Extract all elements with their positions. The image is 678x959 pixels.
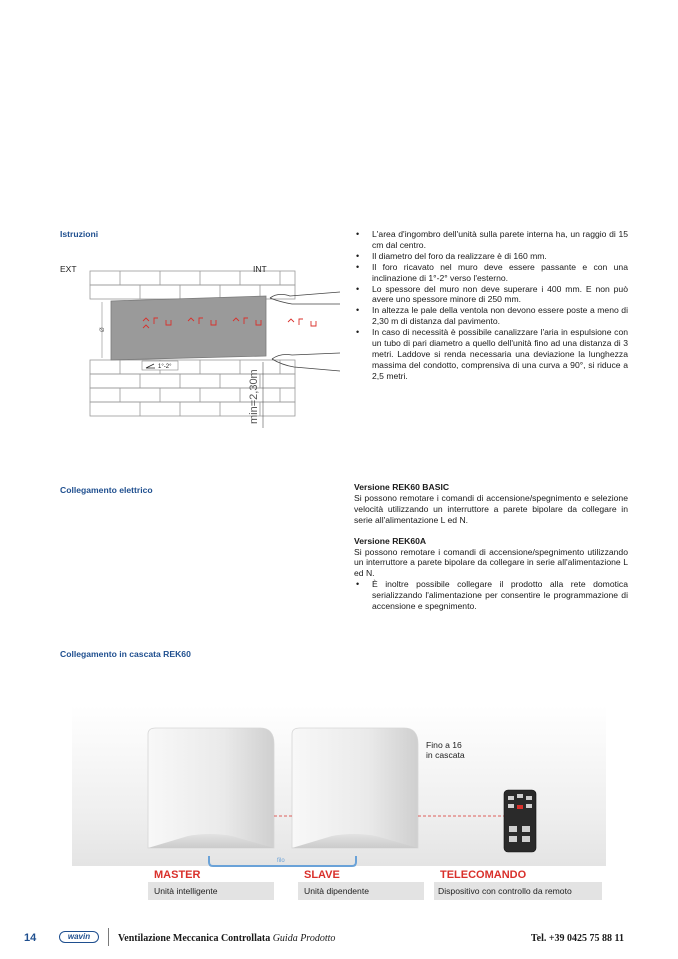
footer-subtitle: Guida Prodotto — [272, 933, 336, 944]
basic-version-title: Versione REK60 BASIC — [354, 482, 450, 492]
wall-installation-diagram — [58, 258, 343, 430]
instructions-list — [354, 229, 628, 382]
wire-label: filo — [277, 858, 285, 864]
instruction-item: • L'area d'ingombro dell'unità sulla parete interna ha, un raggio di 15 cm dal centro. — [354, 229, 628, 251]
a-version-text: Si possono remotare i comandi di accensione/spegnimento utilizzando un interruttore a parete bipolare da collegare in serie all'alimentazione L ed N. — [354, 546, 628, 579]
cascade-note-line1: Fino a 16 — [426, 740, 462, 750]
section-title-istruzioni: Istruzioni — [60, 229, 99, 239]
master-desc: Unità intelligente — [154, 886, 218, 896]
slave-unit — [292, 728, 418, 848]
remote-desc: Dispositivo con controllo da remoto — [438, 886, 572, 896]
instruction-item: • Il foro ricavato nel muro deve essere passante e con una inclinazione di 1°-2° verso l'esterno. — [354, 262, 628, 284]
electrical-section — [354, 482, 628, 612]
footer-title — [118, 933, 335, 944]
section-title-cascata: Collegamento in cascata REK60 — [60, 649, 191, 659]
instruction-item: • In altezza le pale della ventola non devono essere poste a meno di 2,30 m di distanza dal pavimento. — [354, 305, 628, 327]
wavin-logo: wavin — [59, 931, 99, 943]
page-footer — [0, 928, 678, 948]
master-title: MASTER — [154, 869, 201, 881]
a-version-bullet: • È inoltre possibile collegare il prodotto alla rete domotica serializzando l'alimentazione per consentire le programmazione di accensione e spegnimento. — [354, 579, 628, 612]
basic-version-text: Si possono remotare i comandi di accensione/spegnimento e selezione velocità utilizzando un interruttore a parete bipolare da collegare in serie all'alimentazione L ed N. — [354, 492, 628, 525]
cascade-illustration — [72, 706, 606, 904]
ext-label: EXT — [60, 264, 77, 274]
master-unit — [148, 728, 274, 848]
slave-title: SLAVE — [304, 869, 340, 881]
a-version-title: Versione REK60A — [354, 535, 427, 546]
instruction-item: • Il diametro del foro da realizzare è di 160 mm. — [354, 251, 628, 262]
page-number: 14 — [24, 932, 37, 944]
remote-control — [504, 790, 536, 852]
remote-title: TELECOMANDO — [440, 869, 527, 881]
instruction-item: • In caso di necessità è possibile canalizzare l'aria in espulsione con un tubo di pari diametro a quello dell'unità fino ad una distanza di 3 metri. Laddove si renda necessaria una deviazione la lunghezza massima del condotto, comprensiva di una curva a 90°, si riduce a 2,5 metri. — [354, 327, 628, 382]
diameter-label: Ø — [100, 327, 106, 332]
angle-label: 1°-2° — [158, 364, 172, 370]
slave-desc: Unità dipendente — [304, 886, 369, 896]
section-title-collegamento-elettrico: Collegamento elettrico — [60, 485, 153, 495]
min-height-label: min=2,30m — [248, 369, 260, 424]
cascade-note-line2: in cascata — [426, 750, 465, 760]
footer-title-main: Ventilazione Meccanica Controllata — [118, 933, 271, 944]
footer-phone: Tel. +39 0425 75 88 11 — [530, 933, 624, 944]
int-label: INT — [253, 264, 267, 274]
footer-divider — [108, 928, 109, 946]
instruction-item: • Lo spessore del muro non deve superare i 400 mm. E non può avere uno spessore minore di 250 mm. — [354, 284, 628, 306]
